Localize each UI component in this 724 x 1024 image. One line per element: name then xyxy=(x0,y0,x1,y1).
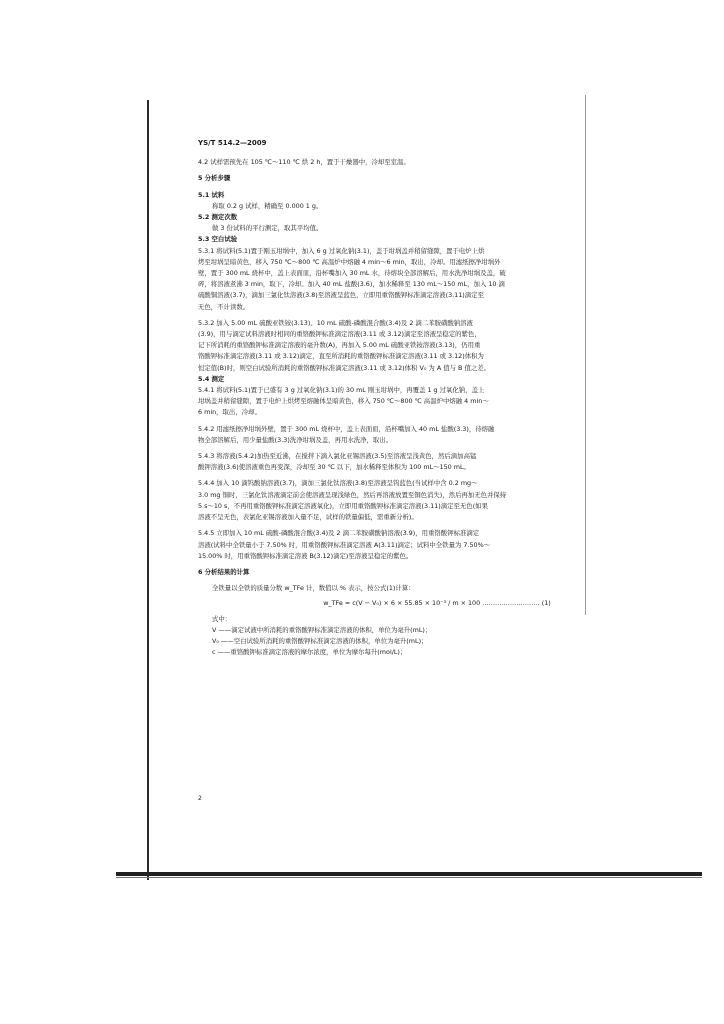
text-line: 式中： xyxy=(212,614,232,623)
text-line: 恒定值(B)时，则空白试验所消耗的重铬酸钾标准滴定溶液(3.11 或 3.12)体积 V₀ 为 A 值与 B 值之差。 xyxy=(198,363,491,372)
text-line: (3.9)，用与滴定试料溶液时相同的重铬酸钾标准滴定溶液(3.11 或 3.12)滴定至溶液呈稳定的紫色， xyxy=(198,330,481,339)
scan-left-edge-line xyxy=(147,100,149,880)
text-line: 做 3 份试料的平行测定，取其平均值。 xyxy=(212,224,323,233)
text-line: 壁，置于 300 mL 烧杯中，盖上表面皿，沿杯嘴加入 30 mL 水，待熔块全部溶解后，用水洗净坩埚及盖，破 xyxy=(198,269,506,278)
text-line: 硫酸铜溶液(3.7)，滴加三氯化钛溶液(3.8)至溶液呈蓝色，立即用重铬酸钾标准滴定溶液(3.11)滴定至 xyxy=(198,291,484,300)
document-body xyxy=(198,157,616,658)
text-line: V₀ ——空白试验所消耗的重铬酸钾标准滴定溶液的体积，单位为毫升(mL)； xyxy=(212,636,428,645)
text-line: 坩埚盖并稍留缝隙，置于电炉上烘烤至熔融体呈暗黄色，移入 750 ℃～800 ℃ 高温炉中熔融 4 min～ xyxy=(198,397,489,406)
scan-bottom-edge-line xyxy=(116,872,702,876)
text-line: w_TFe = c(V − V₀) × 6 × 55.85 × 10⁻³ / m × 100 ……………………… (1) xyxy=(323,599,551,608)
text-line: 5.3 空白试验 xyxy=(198,235,238,244)
text-line: 4.2 试样需预先在 105 ℃～110 ℃ 烘 2 h，置于干燥器中，冷却至室温。 xyxy=(198,158,410,167)
text-line: 5.4.4 加入 10 滴钨酸钠溶液(3.7)，滴加三氯化钛溶液(3.8)至溶液呈钨蓝色(当试样中含 0.2 mg～ xyxy=(198,479,478,488)
text-line: V ——滴定试液中所消耗的重铬酸钾标准滴定溶液的体积，单位为毫升(mL)； xyxy=(212,625,432,634)
text-line: 5.4.1 将试料(5.1)置于已盛有 3 g 过氧化钠(3.1)的 30 mL 刚玉坩埚中，再覆盖 1 g 过氧化钠，盖上 xyxy=(198,386,485,395)
text-line: 5 分析步骤 xyxy=(198,174,231,183)
scan-bottom-edge-line-thin xyxy=(116,877,702,878)
text-line: 5.4.3 将溶液(5.4.2)加热至近沸，在搅拌下滴入氯化亚锡溶液(3.5)至溶液呈浅黄色，然后滴加高锰 xyxy=(198,452,477,461)
page-number: 2 xyxy=(198,795,202,802)
text-line: 无色，不计读数。 xyxy=(198,302,250,311)
text-line: 酸钾溶液(3.6)使溶液重色再变深，冷却至 30 ℃ 以下，加水稀释至体积为 100 mL～150 mL。 xyxy=(198,463,470,472)
text-line: 物全部溶解后，用少量盐酸(3.3)洗净坩埚及盖，再用水洗净，取出。 xyxy=(198,435,393,444)
text-line: 6 min，取出，冷却。 xyxy=(198,408,261,417)
text-line: 溶液(试料中全铁量小于 7.50% 时，用重铬酸钾标准滴定溶液 A(3.11)滴定；试料中全铁量为 7.50%～ xyxy=(198,540,491,549)
text-line: 6 分析结果的计算 xyxy=(198,567,250,576)
standard-header: YS/T 514.2—2009 xyxy=(198,139,267,147)
text-line: 5.3.1 将试料(5.1)置于刚玉坩埚中，加入 6 g 过氧化钠(3.1)，盖于坩埚盖并稍留缝隙，置于电炉上烘 xyxy=(198,246,485,255)
text-line: 5 s～10 s，不再用重铬酸钾标准滴定溶液氧化)，立即用重铬酸钾标准滴定溶液(3.11)滴定至无色(如果 xyxy=(198,501,488,510)
text-line: 称取 0.2 g 试样，精确至 0.000 1 g。 xyxy=(212,201,323,210)
text-line: 5.2 测定次数 xyxy=(198,213,238,222)
text-line: 5.3.2 加入 5.00 mL 硫酸亚铁铵(3.13)、10 mL 硫酸-磷酸混合酸(3.4)及 2 滴二苯胺磺酸钠溶液 xyxy=(198,318,473,327)
text-line: 溶液不呈无色，表氯化亚锡溶液加入量不足，试样的铁量偏低，需重新分析)。 xyxy=(198,513,418,522)
text-line: 5.4.5 立即加入 10 mL 硫酸-磷酸混合酸(3.4)及 2 滴二苯胺磺酸钠溶液(3.9)，用重铬酸钾标准滴定 xyxy=(198,529,480,538)
text-line: 铬酸钾标准滴定溶液(3.11 或 3.12)滴定，直至所消耗的重铬酸钾标准滴定溶液(3.11 或 3.12)体积为 xyxy=(198,352,484,361)
text-line: c ——重铬酸钾标准滴定溶液的摩尔浓度，单位为摩尔每升(mol/L)； xyxy=(212,648,407,657)
text-line: 5.1 试料 xyxy=(198,190,225,199)
text-line: 记下所消耗的重铬酸钾标准滴定溶液的毫升数(A)，再加入 5.00 mL 硫酸亚铁铵溶液(3.13)，仍用重 xyxy=(198,341,481,350)
text-line: 烤至坩埚呈暗黄色，移入 750 ℃～800 ℃ 高温炉中熔融 4 min～6 min，取出，冷却。用滤纸擦净坩埚外 xyxy=(198,257,501,266)
text-line: 5.4 测定 xyxy=(198,374,225,383)
text-line: 全铁量以全铁的质量分数 w_TFe 计，数值以 % 表示，按公式(1)计算： xyxy=(212,584,415,593)
text-line: 3.0 mg 铜时，三氯化钛溶液滴定前会使溶液呈现浅绿色，然后再溶液放置至铜色消失)，然后再加无色并保持 xyxy=(198,490,507,499)
text-line: 5.4.2 用滤纸擦净坩埚外壁，置于 300 mL 烧杯中，盖上表面皿，沿杯嘴加入 40 mL 盐酸(3.3)，待熔融 xyxy=(198,424,495,433)
text-line: 15.00% 时，用重铬酸钾标准滴定溶液 B(3.12)滴定)至溶液呈稳定的紫色。 xyxy=(198,551,413,560)
text-line: 碎，将溶液煮沸 3 min，取下，冷却。加入 40 mL 盐酸(3.6)，加水稀释至 130 mL～150 mL，加入 10 滴 xyxy=(198,280,505,289)
document-page xyxy=(198,138,616,658)
